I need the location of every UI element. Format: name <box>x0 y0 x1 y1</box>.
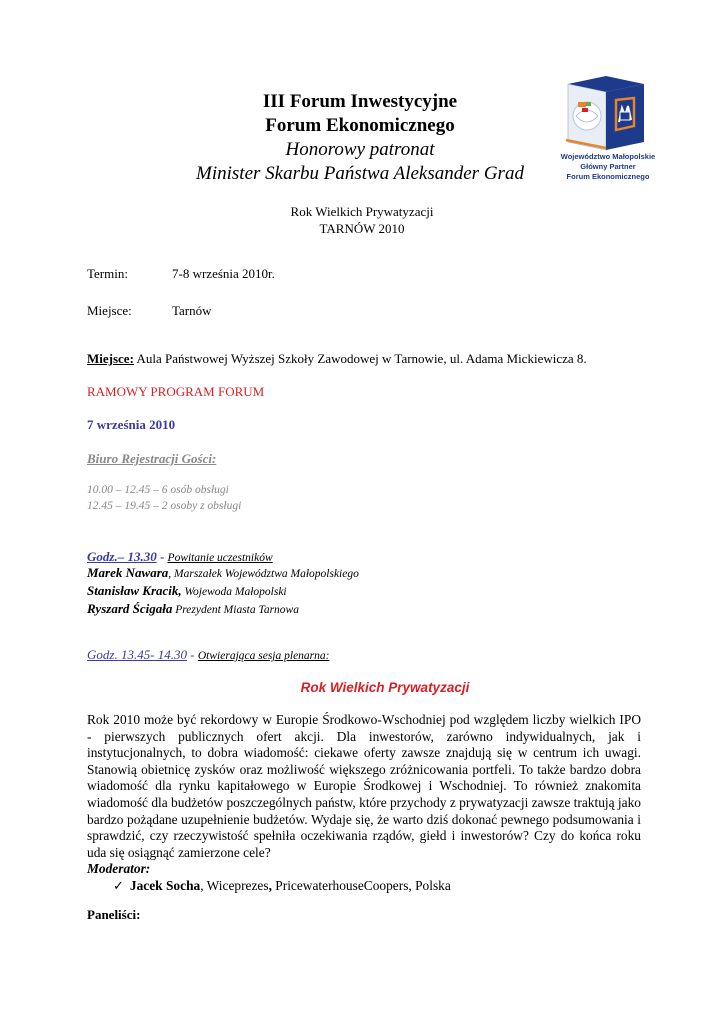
registration-line: 12.45 – 19.45 – 2 osoby z obsługi <box>87 500 242 512</box>
subtitle-block <box>212 203 512 237</box>
speaker-role: , Marszałek Województwa Małopolskiego <box>168 568 359 580</box>
registration-hours <box>87 482 241 514</box>
forum-title: III Forum Inwestycyjne <box>262 91 458 112</box>
registration-line: 10.00 – 12.45 – 6 osób obsługi <box>87 484 229 496</box>
venue-label: Miejsce: <box>87 351 134 366</box>
session-plenary-sep: - <box>187 647 198 662</box>
termin-value: 7-8 września 2010r. <box>172 266 275 281</box>
patronage-label: Honorowy patronat <box>285 139 435 160</box>
forum-subtitle: Forum Ekonomicznego <box>265 115 455 136</box>
logo-caption <box>548 152 668 182</box>
speaker-name: Ryszard Ścigała <box>87 601 173 616</box>
registration-title: Biuro Rejestracji Gości: <box>87 451 217 466</box>
speaker-role: Prezydent Miasta Tarnowa <box>172 604 299 616</box>
session-welcome-title: Powitanie uczestników <box>167 552 273 564</box>
speaker-item <box>87 582 359 600</box>
moderator-label: Moderator: <box>87 861 151 877</box>
miejsce-value: Tarnów <box>172 303 212 318</box>
venue-row <box>87 350 587 367</box>
termin-row <box>87 265 275 282</box>
subtitle-theme: Rok Wielkich Prywatyzacji <box>290 204 434 219</box>
speaker-item <box>87 564 359 582</box>
logo-caption-line2: Główny Partner <box>580 162 636 171</box>
speakers-list <box>87 564 359 618</box>
moderator-name: Jacek Socha <box>129 877 201 893</box>
description-text: Rok 2010 może być rekordowy w Europie Środkowo-Wschodniej pod względem liczby wielkich IPO - pierwszych publicznych ofert akcji. Dla inwestorów, zarówno indywidualnych, jak i instytucjonalnych, to dobra wiadomość: ciekawe oferty zawsze znajdują się w centrum ich uwagi. Stanowią obietnicę zysków oraz możliwość większego zróżnicowania portfeli. To także bardzo dobra wiadomość dla rynku kapitałowego w Europie Środkowej i Wschodniej. To również znakomita wiadomość dla budżetów poszczególnych państw, które przychody z prywatyzacji zawsze traktują jako bardzo pożądane uzupełnienie budżetów. Wydaje się, że warto dziś dokonać pewnego podsumowania i sprawdzić, czy rzeczywistość spełniła oczekiwania rządów, giełd i inwestorów? Czy do końca roku uda się osiągnąć zamierzone cele? <box>87 712 641 860</box>
program-date: 7 września 2010 <box>87 417 176 432</box>
moderator-item <box>87 878 641 896</box>
malopolska-logo-icon <box>560 74 652 152</box>
session-welcome-sep: - <box>156 549 168 564</box>
speaker-name: Marek Nawara <box>87 565 169 580</box>
logo-caption-line3: Forum Ekonomicznego <box>566 172 650 181</box>
moderator-company-sep: , <box>268 877 272 893</box>
termin-label: Termin: <box>87 266 128 281</box>
venue-value: Aula Państwowej Wyższej Szkoły Zawodowej w Tarnowie, ul. Adama Mickiewicza 8. <box>133 351 587 366</box>
malopolska-logo <box>560 74 652 157</box>
patron-name: Minister Skarbu Państwa Aleksander Grad <box>196 163 524 184</box>
checkmark-icon: ✓ <box>113 878 124 894</box>
subtitle-place-year: TARNÓW 2010 <box>319 221 405 236</box>
speaker-item <box>87 600 359 618</box>
logo-caption-line1: Województwo Małopolskie <box>560 152 656 161</box>
description-paragraph <box>87 712 641 896</box>
section-heading: Rok Wielkich Prywatyzacji <box>300 680 470 695</box>
session-plenary-title: Otwierająca sesja plenarna: <box>197 650 330 662</box>
session-plenary-time: Godz. 13.45- 14.30 <box>87 647 188 662</box>
session-plenary <box>87 646 329 664</box>
title-block <box>150 90 570 186</box>
panelists-label: Paneliści: <box>87 907 141 922</box>
speaker-role: Wojewoda Małopolski <box>181 586 287 598</box>
moderator-role: , Wiceprezes <box>200 877 269 893</box>
miejsce-label: Miejsce: <box>87 303 132 318</box>
program-heading: RAMOWY PROGRAM FORUM <box>87 384 265 399</box>
miejsce-row <box>87 302 212 319</box>
speaker-name: Stanisław Kracik, <box>87 583 182 598</box>
session-welcome-time: Godz.– 13.30 <box>87 549 157 564</box>
moderator-company: PricewaterhouseCoopers, Polska <box>271 877 451 893</box>
